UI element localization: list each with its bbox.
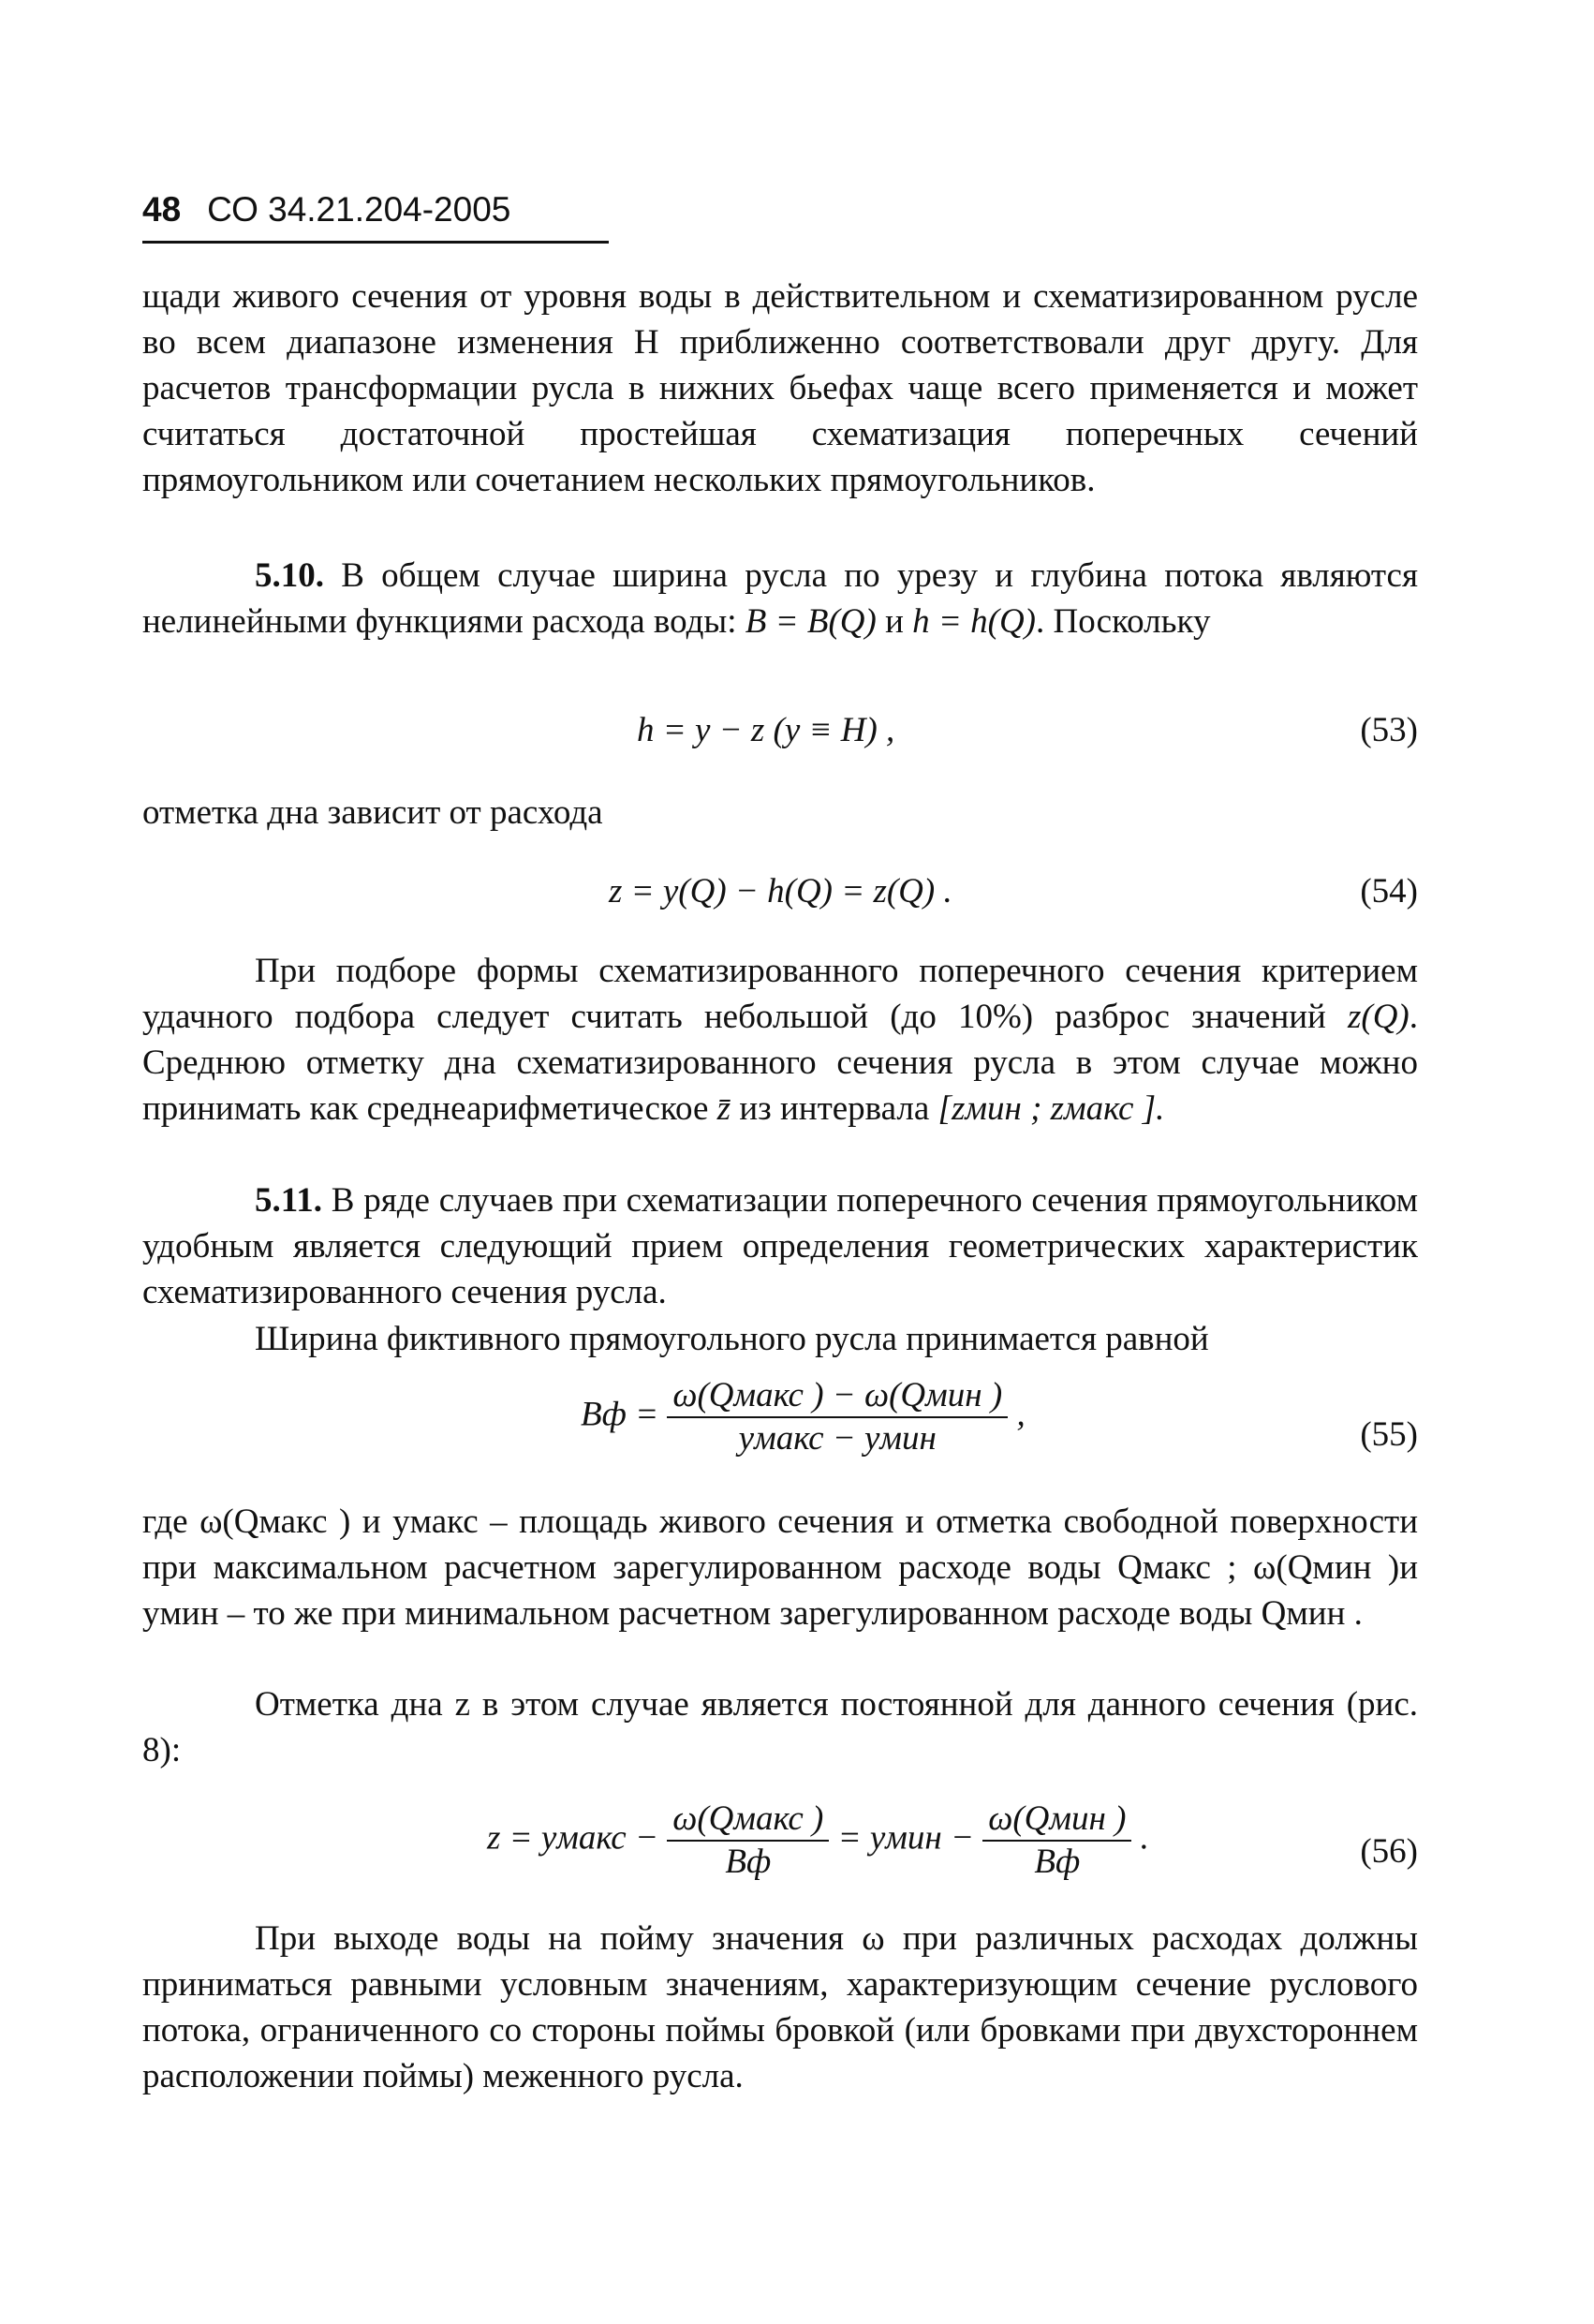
z-bar-symbol: z̄: [716, 1089, 731, 1128]
conjunction-and: и: [885, 602, 904, 641]
equation-54-number: (54): [1360, 872, 1418, 910]
header-rule: [142, 241, 609, 244]
paragraph-4: [142, 948, 1418, 1132]
formula-z-of-q: z(Q): [1347, 998, 1410, 1036]
section-number-5-10: 5.10.: [255, 556, 324, 595]
equation-56-denominator-1: Bф: [725, 1843, 772, 1881]
formula-b-of-q: B = B(Q): [745, 602, 877, 641]
equation-54: z = y(Q) − h(Q) = z(Q) .: [609, 872, 952, 910]
equation-55-denominator: yмакс − yмин: [738, 1419, 937, 1458]
equation-55-tail: ,: [1016, 1395, 1026, 1434]
paragraph-4-text-1: При подборе формы схематизированного поперечного сечения критерием удачного подбора следует считать небольшой (до 10%) разброс значений: [142, 952, 1418, 1036]
equation-56-fraction-2: [982, 1799, 1131, 1883]
equation-56-number: (56): [1360, 1832, 1418, 1871]
paragraph-4-text-2: . Среднюю отметку дна схематизированного сечения русла в этом случае можно принимать как среднеарифметическое: [142, 998, 1418, 1128]
equation-53: h = y − z (y ≡ H) ,: [637, 711, 895, 749]
paragraph-5-10-text: В общем случае ширина русла по урезу и глубина потока являются нелинейными функциями расхода воды:: [142, 556, 1418, 641]
equation-55: [581, 1375, 1026, 1459]
paragraph-9: При выходе воды на пойму значения ω при различных расходах должны приниматься равными условным значениям, характеризующим сечение руслового потока, ограниченного со стороны поймы бровкой (или бровками при двухстороннем расположении поймы) меженного русла.: [142, 1919, 1418, 2095]
paragraph-5-11: [142, 1177, 1418, 1315]
paragraph-7: где ω(Qмакс ) и yмакс – площадь живого сечения и отметка свободной поверхности при максимальном расчетном зарегулированном расходе воды Qмакс ; ω(Qмин )и yмин – то же при минимальном расчетном зарегулированном расходе воды Qмин .: [142, 1502, 1418, 1633]
equation-56-numerator-2: ω(Qмин ): [982, 1799, 1131, 1842]
document-code: СО 34.21.204-2005: [207, 190, 511, 229]
equation-55-fraction: [667, 1375, 1008, 1459]
equation-56-numerator-1: ω(Qмакс ): [667, 1799, 829, 1842]
formula-h-of-q: h = h(Q): [912, 602, 1036, 641]
paragraph-4-text-3: из интервала: [739, 1089, 930, 1128]
equation-53-number: (53): [1360, 711, 1418, 749]
paragraph-8: Отметка дна z в этом случае является постоянной для данного сечения (рис. 8):: [142, 1685, 1418, 1769]
interval-z-min-max: [zмин ; zмакс ].: [937, 1089, 1165, 1128]
paragraph-5-10-end: . Поскольку: [1036, 602, 1211, 641]
page-header: [142, 190, 510, 229]
equation-56-lhs: z = yмакс −: [487, 1818, 658, 1858]
equation-56-middle: = yмин −: [837, 1818, 974, 1858]
paragraph-5-10: [142, 553, 1418, 644]
equation-56-denominator-2: Bф: [1034, 1843, 1081, 1881]
paragraph-3: отметка дна зависит от расхода: [142, 793, 603, 832]
equation-55-number: (55): [1360, 1415, 1418, 1454]
page-number: 48: [142, 190, 182, 229]
section-number-5-11: 5.11.: [255, 1181, 322, 1220]
equation-56-fraction-1: [667, 1799, 829, 1883]
equation-55-lhs: Bф =: [581, 1395, 659, 1434]
paragraph-6: Ширина фиктивного прямоугольного русла принимается равной: [255, 1320, 1209, 1358]
equation-55-numerator: ω(Qмакс ) − ω(Qмин ): [667, 1375, 1008, 1418]
paragraph-1: щади живого сечения от уровня воды в действительном и схематизированном русле во всем диапазоне изменения H приближенно соответствовали друг другу. Для расчетов трансформации русла в нижних бьефах чаще всего применяется и может считаться достаточной простейшая схематизация поперечных сечений прямоугольником или сочетанием нескольких прямоугольников.: [142, 277, 1418, 499]
equation-56: [487, 1799, 1149, 1883]
paragraph-5-11-text: В ряде случаев при схематизации поперечного сечения прямоугольником удобным является следующий прием определения геометрических характеристик схематизированного сечения русла.: [142, 1181, 1419, 1311]
equation-56-tail: .: [1140, 1818, 1149, 1858]
